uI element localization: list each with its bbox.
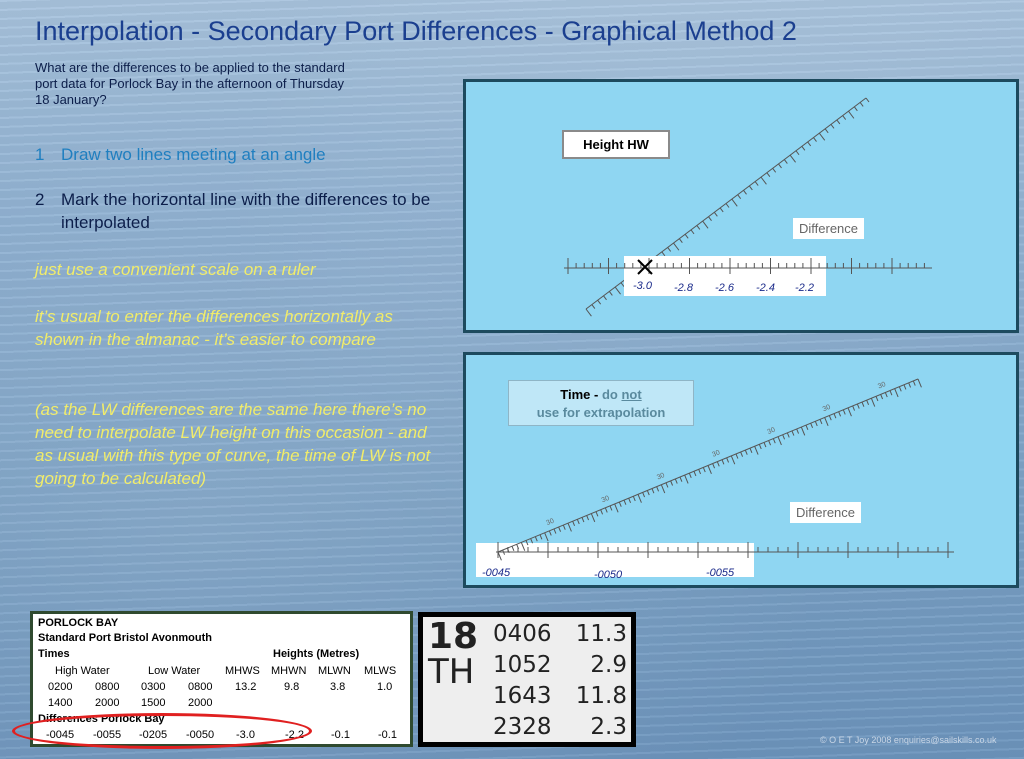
ruler-tick: [802, 146, 805, 150]
ruler-tick: [867, 400, 869, 405]
ruler-tick: [783, 435, 785, 440]
ruler-tick: [829, 416, 831, 421]
ruler-tick: [609, 291, 612, 295]
ruler-tick: [549, 531, 551, 536]
col-mhwn: MHWN: [271, 665, 307, 677]
tide-height: 11.3: [575, 621, 627, 647]
time-label: [508, 380, 694, 426]
ruler-tick: [744, 190, 747, 194]
time-scale-label: -0045: [482, 567, 511, 579]
ruler-tick: [857, 404, 859, 409]
differences-label: Differences Porlock Bay: [38, 713, 165, 725]
step-2: [35, 188, 455, 234]
diag-scale-label: 30: [877, 381, 887, 391]
tide-height: 11.8: [575, 683, 627, 709]
tide-height: 2.9: [590, 652, 627, 678]
ruler-tick: [854, 107, 857, 111]
ruler-tick: [604, 296, 607, 300]
ruler-tick: [652, 489, 654, 494]
tide-table-card: [418, 612, 636, 747]
ruler-tick: [559, 527, 561, 532]
diff-cell: -0050: [186, 729, 215, 741]
col-mhws: MHWS: [225, 665, 260, 677]
ruler-tick: [657, 487, 659, 492]
ruler-tick: [890, 391, 892, 396]
ruler-tick: [709, 217, 712, 221]
ruler-tick: [694, 471, 696, 476]
ruler-tick: [899, 387, 901, 392]
col-mlwn: MLWN: [318, 665, 351, 677]
ruler-tick: [624, 500, 626, 505]
ruler-tick: [759, 444, 761, 449]
col-high-water: High Water: [55, 665, 110, 677]
ruler-tick: [720, 208, 723, 212]
step-number: 1: [35, 145, 45, 164]
ruler-tick: [913, 381, 915, 386]
table-cell: 0800: [188, 681, 213, 693]
note-horizontal: it’s usual to enter the differences horizontally as shown in the almanac - it’s easier to compare: [35, 307, 393, 349]
difference-label: Difference: [793, 218, 864, 239]
time-label-warn: do: [601, 387, 622, 402]
ruler-tick: [722, 460, 724, 465]
ruler-tick: [871, 398, 874, 406]
time-scale-label: -0050: [594, 569, 623, 581]
ruler-tick: [806, 425, 808, 430]
ruler-tick: [769, 441, 771, 446]
tide-time: 0406: [493, 621, 552, 647]
ruler-tick: [713, 464, 715, 469]
ruler-tick: [741, 452, 743, 457]
ruler-tick: [764, 442, 766, 447]
time-label-dash: -: [590, 387, 602, 402]
height-scale-label: -3.0: [633, 280, 652, 292]
ruler-tick: [814, 138, 817, 142]
ruler-tick: [895, 389, 898, 397]
tide-time: 1643: [493, 683, 552, 709]
ruler-tick: [554, 529, 556, 534]
diff-cell: -0045: [46, 729, 75, 741]
ruler-tick: [811, 423, 813, 428]
time-diagram-panel: [463, 352, 1019, 588]
ruler-tick: [787, 433, 789, 438]
ruler-tick: [860, 102, 863, 106]
ruler-tick: [610, 506, 612, 511]
ruler-tick: [749, 186, 752, 190]
ruler-tick: [778, 437, 781, 445]
ruler-tick: [843, 116, 846, 120]
ruler-tick: [767, 173, 770, 177]
ruler-tick: [615, 504, 618, 512]
tide-day: 18: [428, 616, 479, 657]
ruler-tick: [540, 535, 542, 540]
ruler-tick: [726, 204, 729, 208]
ruler-tick: [643, 492, 645, 497]
ruler-tick: [779, 164, 782, 168]
note-ruler: just use a convenient scale on a ruler: [35, 260, 316, 279]
ruler-tick: [727, 458, 729, 463]
ruler-tick: [866, 98, 869, 102]
ruler-tick: [545, 533, 548, 541]
ruler-tick: [819, 133, 824, 140]
table-cell: 0800: [95, 681, 120, 693]
ruler-tick: [881, 394, 883, 399]
ruler-tick: [876, 396, 878, 401]
ruler-tick: [862, 402, 864, 407]
time-label-not: not: [621, 387, 642, 402]
step-text: Mark the horizontal line with the differences to be interpolated: [61, 190, 431, 232]
ruler-tick: [755, 446, 758, 454]
col-mlws: MLWS: [364, 665, 397, 677]
height-hw-label: Height HW: [562, 130, 670, 159]
height-scale-label: -2.2: [795, 282, 814, 294]
ruler-tick: [745, 450, 747, 455]
ruler-tick: [820, 419, 822, 424]
ruler-tick: [680, 477, 682, 482]
ruler-tick: [685, 234, 688, 238]
tide-row: [493, 650, 629, 680]
times-label: Times: [38, 648, 70, 660]
ruler-tick: [619, 502, 621, 507]
height-scale-label: -2.4: [756, 282, 775, 294]
ruler-tick: [591, 514, 594, 522]
port-data-table: [30, 611, 413, 747]
diag-scale-label: 30: [766, 426, 777, 436]
ruler-tick: [797, 429, 799, 434]
ruler-tick: [717, 462, 719, 467]
tide-time: 2328: [493, 714, 552, 740]
diag-scale-label: 30: [600, 494, 611, 505]
time-label-main: Time: [560, 387, 591, 402]
ruler-tick: [535, 537, 537, 542]
ruler-tick: [738, 195, 741, 199]
ruler-tick: [633, 496, 635, 501]
ruler-tick: [796, 151, 799, 155]
ruler-tick: [825, 417, 828, 425]
heights-label: Heights (Metres): [273, 648, 360, 660]
ruler-tick: [843, 410, 845, 415]
diag-scale-label: 30: [821, 403, 832, 414]
ruler-tick: [703, 467, 705, 472]
ruler-tick: [755, 182, 758, 186]
ruler-tick: [853, 406, 855, 411]
height-scale-label: -2.8: [674, 282, 693, 294]
table-cell: 2000: [188, 697, 213, 709]
time-label-sub: use for extrapolation: [536, 405, 666, 420]
ruler-tick: [638, 494, 641, 502]
table-cell: 9.8: [284, 681, 300, 693]
ruler-tick: [577, 519, 579, 524]
ruler-tick: [662, 252, 665, 256]
ruler-tick: [671, 481, 673, 486]
ruler-tick: [689, 473, 691, 478]
note-lw: (as the LW differences are the same here there’s no need to interpolate LW height on this occasion - and as usual with this type of curve, the time of LW is not going to be calculated): [35, 400, 431, 488]
table-cell: 1500: [141, 697, 166, 709]
ruler-tick: [587, 515, 589, 520]
ruler-tick: [732, 199, 737, 206]
ruler-tick: [598, 300, 601, 304]
ruler-tick: [815, 421, 817, 426]
diff-cell: -0.1: [331, 729, 350, 741]
ruler-tick: [848, 408, 851, 416]
ruler-tick: [714, 212, 717, 216]
table-cell: 1400: [48, 697, 73, 709]
ruler-tick: [679, 239, 682, 243]
ruler-tick: [773, 168, 776, 172]
ruler-tick: [697, 225, 700, 229]
ruler-tick: [647, 490, 649, 495]
ruler-tick: [909, 383, 911, 388]
diff-cell: -2.2: [285, 729, 304, 741]
ruler-tick: [834, 414, 836, 419]
ruler-tick: [531, 539, 533, 544]
diff-cell: -0055: [93, 729, 122, 741]
ruler-tick: [839, 412, 841, 417]
ruler-tick: [568, 523, 571, 531]
ruler-tick: [731, 456, 734, 464]
ruler-tick: [621, 283, 624, 287]
ruler-tick: [761, 177, 766, 184]
diff-cell: -0.1: [378, 729, 397, 741]
page-title: Interpolation - Secondary Port Differences - Graphical Method 2: [35, 16, 797, 46]
ruler-tick: [592, 305, 595, 309]
ruler-tick: [674, 243, 679, 250]
ruler-tick: [808, 142, 811, 146]
tide-row: [493, 681, 629, 711]
ruler-tick: [615, 287, 620, 294]
tide-row: [493, 619, 629, 649]
diff-cell: -3.0: [236, 729, 255, 741]
diag-scale-label: 30: [711, 449, 722, 459]
col-low-water: Low Water: [148, 665, 201, 677]
ruler-tick: [601, 510, 603, 515]
height-diagram-panel: [463, 79, 1019, 333]
tide-time: 1052: [493, 652, 552, 678]
question-text: What are the differences to be applied to the standard port data for Porlock Bay in the afternoon of Thursday 18 January?: [35, 60, 345, 107]
table-cell: 13.2: [235, 681, 257, 693]
standard-port: Standard Port Bristol Avonmouth: [38, 632, 212, 644]
ruler-tick: [918, 379, 921, 387]
time-scale-label: -0055: [706, 567, 735, 579]
ruler-tick: [849, 111, 854, 118]
height-scale-label: -2.6: [715, 282, 734, 294]
ruler-tick: [573, 521, 575, 526]
ruler-tick: [825, 129, 828, 133]
ruler-tick: [668, 247, 671, 251]
table-cell: 3.8: [330, 681, 346, 693]
table-cell: 1.0: [377, 681, 393, 693]
diag-scale-label: 30: [545, 517, 556, 528]
ruler-tick: [904, 385, 906, 390]
tide-day-suffix: TH: [428, 652, 475, 692]
table-cell: 0200: [48, 681, 73, 693]
ruler-tick: [885, 392, 887, 397]
ruler-tick: [708, 466, 711, 474]
tide-row: [493, 712, 629, 742]
ruler-tick: [699, 469, 701, 474]
ruler-tick: [784, 160, 787, 164]
ruler-tick: [792, 431, 794, 436]
table-cell: 2000: [95, 697, 120, 709]
ruler-tick: [750, 448, 752, 453]
step-number: 2: [35, 190, 45, 209]
diag-scale-label: 30: [655, 472, 666, 482]
ruler-tick: [736, 454, 738, 459]
ruler-tick: [837, 120, 840, 124]
port-name: PORLOCK BAY: [38, 617, 119, 629]
diff-cell: -0205: [139, 729, 168, 741]
step-1: [35, 143, 455, 166]
ruler-tick: [629, 498, 631, 503]
ruler-tick: [605, 508, 607, 513]
ruler-tick: [703, 221, 708, 228]
ruler-tick: [666, 483, 668, 488]
step-text: Draw two lines meeting at an angle: [61, 145, 326, 164]
ruler-tick: [773, 439, 775, 444]
ruler-tick: [691, 230, 694, 234]
ruler-tick: [563, 525, 565, 530]
ruler-tick: [801, 427, 804, 435]
tide-height: 2.3: [590, 714, 627, 740]
copyright-notice: © O E T Joy 2008 enquiries@sailskills.co.uk: [820, 735, 997, 745]
ruler-tick: [586, 309, 591, 316]
table-cell: 0300: [141, 681, 166, 693]
ruler-tick: [790, 155, 795, 162]
ruler-tick: [596, 512, 598, 517]
ruler-tick: [685, 475, 688, 483]
ruler-tick: [582, 517, 584, 522]
height-diagram: [466, 82, 1016, 330]
ruler-tick: [661, 485, 664, 493]
ruler-tick: [675, 479, 677, 484]
ruler-tick: [831, 124, 834, 128]
difference-label: Difference: [790, 502, 861, 523]
